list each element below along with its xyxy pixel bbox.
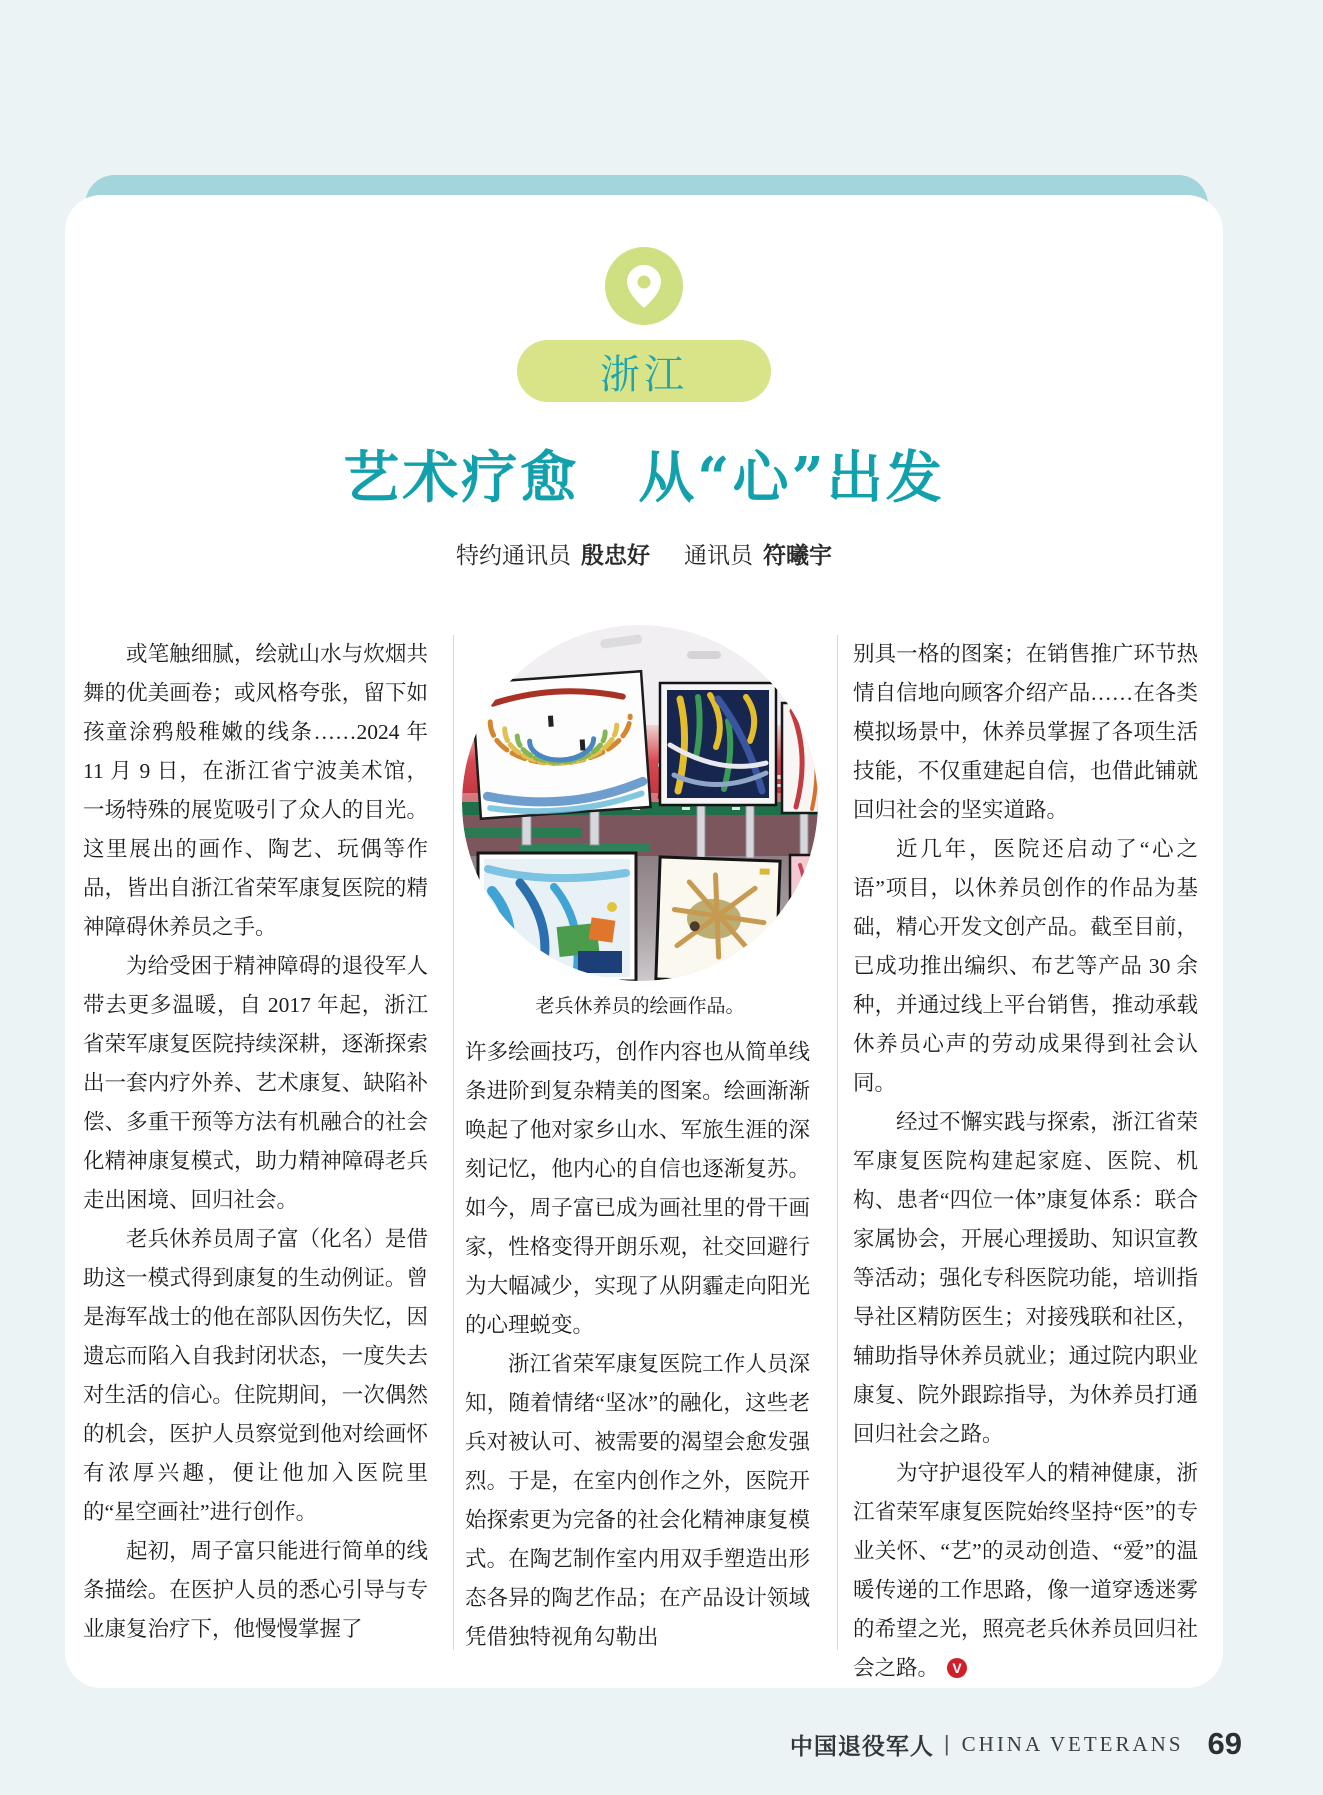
article-column-1	[83, 635, 428, 1649]
byline-role-1: 特约通讯员	[456, 542, 571, 568]
exhibition-photo	[462, 625, 818, 981]
article-column-2	[465, 1033, 810, 1657]
column-divider-1	[453, 635, 454, 1650]
location-pin-icon	[605, 247, 683, 325]
article-paragraph: 近几年，医院还启动了“心之语”项目，以休养员创作的作品为基础，精心开发文创产品。截至目前，已成功推出编织、布艺等产品 30 余种，并通过线上平台销售，推动承载休养员心声的劳动成果得到社会认同。	[853, 837, 1198, 1095]
article-paragraph: 浙江省荣军康复医院工作人员深知，随着情绪“坚冰”的融化，这些老兵对被认可、被需要的渴望会愈发强烈。于是，在室内创作之外，医院开始探索更为完备的社会化精神康复模式。在陶艺制作室内用双手塑造出形态各异的陶艺作品；在产品设计领域凭借独特视角勾勒出	[465, 1352, 810, 1649]
article-paragraph: 别具一格的图案；在销售推广环节热情自信地向顾客介绍产品……在各类模拟场景中，休养员掌握了各项生活技能，不仅重建起自信，也借此铺就回归社会的坚实道路。	[853, 642, 1198, 822]
byline-role-2: 通讯员	[684, 542, 753, 568]
page-footer	[790, 1724, 1242, 1764]
article-paragraph: 或笔触细腻，绘就山水与炊烟共舞的优美画卷；或风格夸张，留下如孩童涂鸦般稚嫩的线条……2024 年 11 月 9 日，在浙江省宁波美术馆，一场特殊的展览吸引了众人的目光。这里展出的画作、陶艺、玩偶等作品，皆出自浙江省荣军康复医院的精神障碍休养员之手。	[83, 642, 428, 939]
column-divider-2	[837, 635, 838, 1650]
article-end-icon: V	[947, 1658, 967, 1678]
painting-spiral	[471, 671, 650, 819]
article-title: 艺术疗愈 从“心”出发	[343, 445, 945, 511]
magazine-name-cn: 中国退役军人	[789, 1732, 934, 1759]
painting-abstract-navy	[660, 683, 776, 805]
page-number: 69	[1207, 1726, 1242, 1761]
article-column-3	[853, 635, 1198, 1688]
footer-separator: |	[943, 1731, 950, 1756]
region-badge	[517, 340, 771, 402]
magazine-name-en: CHINA VETERANS	[961, 1731, 1184, 1756]
article-card	[65, 195, 1223, 1688]
painting-tan-abstract	[656, 857, 780, 981]
article-paragraph: 起初，周子富只能进行简单的线条描绘。在医护人员的悉心引导与专业康复治疗下，他慢慢掌握了	[83, 1539, 428, 1641]
article-paragraph: 为给受困于精神障碍的退役军人带去更多温暖，自 2017 年起，浙江省荣军康复医院持续深耕，逐渐探索出一套内疗外养、艺术康复、缺陷补偿、多重干预等方法有机融合的社会化精神康复模式，助力精神障碍老兵走出困境、回归社会。	[83, 954, 428, 1212]
article-paragraph: 老兵休养员周子富（化名）是借助这一模式得到康复的生动例证。曾是海军战士的他在部队因伤失忆，因遗忘而陷入自我封闭状态，一度失去对生活的信心。住院期间，一次偶然的机会，医护人员察觉到他对绘画怀有浓厚兴趣，便让他加入医院里的“星空画社”进行创作。	[83, 1227, 428, 1524]
article-paragraph: 许多绘画技巧，创作内容也从简单线条进阶到复杂精美的图案。绘画渐渐唤起了他对家乡山水、军旅生涯的深刻记忆，他内心的自信也逐渐复苏。如今，周子富已成为画社里的骨干画家，性格变得开朗乐观，社交回避行为大幅减少，实现了从阴霾走向阳光的心理蜕变。	[465, 1040, 810, 1337]
painting-blue-landscape	[478, 853, 636, 981]
region-label: 浙江	[600, 352, 688, 397]
byline-name-2: 符曦宇	[763, 542, 832, 568]
article-paragraph: 为守护退役军人的精神健康，浙江省荣军康复医院始终坚持“医”的专业关怀、“艺”的灵动创造、“爱”的温暖传递的工作思路，像一道穿透迷雾的希望之光，照亮老兵休养员回归社会之路。 V	[853, 1461, 1198, 1680]
painting-stripes-right	[782, 703, 818, 813]
byline	[65, 537, 1223, 570]
article-paragraph: 经过不懈实践与探索，浙江省荣军康复医院构建起家庭、医院、机构、患者“四位一体”康复体系：联合家属协会，开展心理援助、知识宣教等活动；强化专科医院功能，培训指导社区精防医生；对接残联和社区，辅助指导休养员就业；通过院内职业康复、院外跟踪指导，为休养员打通回归社会之路。	[853, 1110, 1198, 1446]
photo-caption: 老兵休养员的绘画作品。	[535, 996, 745, 1017]
byline-name-1: 殷忠好	[581, 542, 650, 568]
painting-pink-right	[790, 855, 818, 981]
